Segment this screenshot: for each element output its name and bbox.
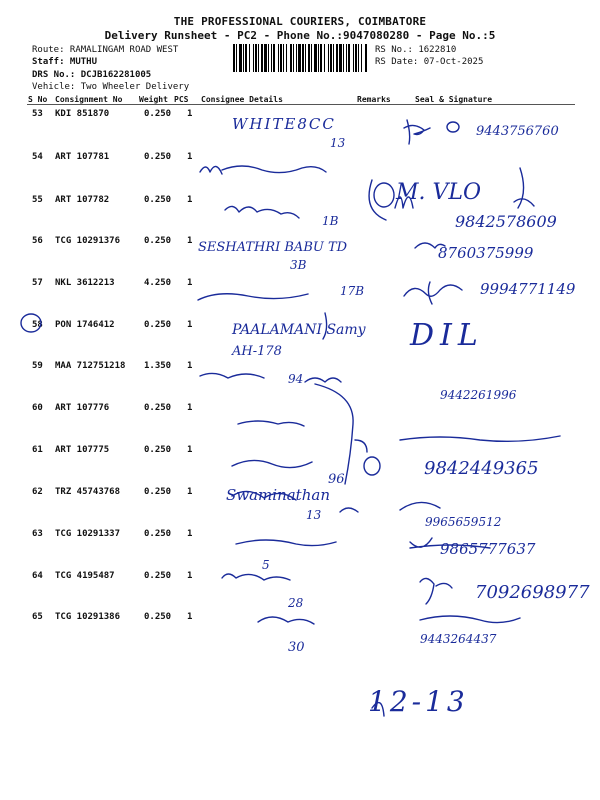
handwritten-phone: 9443264437 (420, 632, 497, 646)
sno-cell: 62 (32, 487, 43, 497)
handwritten-number: 17B (340, 284, 365, 298)
pcs-cell: 1 (187, 361, 193, 371)
handwritten-footer-note: 12-13 (368, 685, 469, 718)
sno-cell: 54 (32, 152, 43, 162)
drs-number: DRS No.: DCJB162281005 (32, 70, 152, 80)
handwritten-phone: 7092698977 (475, 582, 590, 603)
col-seal-signature: Seal & Signature (415, 95, 493, 104)
pcs-cell: 1 (187, 195, 193, 205)
handwritten-number: 94 (288, 372, 304, 386)
sno-cell: 60 (32, 403, 43, 413)
col-sno: S No (28, 95, 48, 104)
runsheet-subtitle: Delivery Runsheet - PC2 - Phone No.:9047080280 - Page No.:5 (104, 29, 496, 42)
pcs-cell: 1 (187, 445, 193, 455)
rs-number: RS No.: 1622810 (375, 45, 457, 55)
handwritten-number: 1B (322, 214, 339, 228)
handwritten-name: Swaminathan (226, 486, 330, 504)
weight-cell: 0.250 (144, 612, 172, 622)
vehicle-label: Vehicle: Two Wheeler Delivery (32, 82, 190, 92)
handwritten-name: WHITE8CC (232, 115, 336, 133)
consignment-cell: TCG 10291376 (55, 236, 121, 246)
handwritten-signature: M. VLO (396, 180, 482, 205)
handwritten-number: 96 (328, 472, 345, 487)
weight-cell: 0.250 (144, 195, 172, 205)
consignment-cell: TRZ 45743768 (55, 487, 121, 497)
handwritten-phone: 9842449365 (424, 458, 539, 479)
handwritten-phone: 8760375999 (438, 244, 534, 262)
sno-cell: 56 (32, 236, 43, 246)
weight-cell: 0.250 (144, 403, 172, 413)
weight-cell: 0.250 (144, 529, 172, 539)
handwritten-phone: 9442261996 (440, 388, 517, 402)
pcs-cell: 1 (187, 236, 193, 246)
pcs-cell: 1 (187, 612, 193, 622)
sno-cell: 58 (32, 320, 43, 330)
col-remarks: Remarks (357, 95, 391, 104)
consignment-cell: ART 107781 (55, 152, 110, 162)
pcs-cell: 1 (187, 109, 193, 119)
handwritten-number: 28 (288, 596, 304, 610)
consignment-cell: KDI 851870 (55, 109, 110, 119)
sno-cell: 55 (32, 195, 43, 205)
sno-cell: 53 (32, 109, 43, 119)
handwritten-number: 30 (288, 640, 305, 655)
weight-cell: 0.250 (144, 571, 172, 581)
handwritten-name: SESHATHRI BABU TD (198, 240, 348, 255)
sno-cell: 64 (32, 571, 43, 581)
weight-cell: 0.250 (144, 320, 172, 330)
weight-cell: 0.250 (144, 109, 172, 119)
pcs-cell: 1 (187, 278, 193, 288)
weight-cell: 4.250 (144, 278, 172, 288)
col-consignment: Consignment No (55, 95, 123, 104)
handwritten-phone: 9842578609 (455, 212, 557, 231)
consignment-cell: ART 107782 (55, 195, 110, 205)
handwritten-number: 5 (262, 558, 270, 572)
weight-cell: 0.250 (144, 236, 172, 246)
pcs-cell: 1 (187, 152, 193, 162)
weight-cell: 0.250 (144, 152, 172, 162)
handwritten-address: AH-178 (232, 344, 282, 359)
consignment-cell: NKL 3612213 (55, 278, 115, 288)
handwritten-phone: 9443756760 (476, 124, 559, 139)
consignment-cell: TCG 10291386 (55, 612, 121, 622)
weight-cell: 0.250 (144, 487, 172, 497)
consignment-cell: TCG 10291337 (55, 529, 121, 539)
handwritten-phone: 9994771149 (480, 280, 576, 298)
pcs-cell: 1 (187, 571, 193, 581)
col-pcs: PCS (174, 95, 189, 104)
sno-cell: 63 (32, 529, 43, 539)
sno-cell: 65 (32, 612, 43, 622)
pcs-cell: 1 (187, 320, 193, 330)
col-weight: Weight (139, 95, 168, 104)
company-title: THE PROFESSIONAL COURIERS, COIMBATORE (173, 15, 427, 28)
pcs-cell: 1 (187, 487, 193, 497)
sno-cell: 57 (32, 278, 43, 288)
col-consignee: Consignee Details (201, 95, 283, 104)
weight-cell: 0.250 (144, 445, 172, 455)
pcs-cell: 1 (187, 529, 193, 539)
handwritten-phone: 9965659512 (425, 515, 502, 529)
handwritten-name: PAALAMANI Samy (232, 322, 366, 338)
weight-cell: 1.350 (144, 361, 172, 371)
consignment-cell: PON 1746412 (55, 320, 115, 330)
handwritten-signature: DIL (410, 318, 484, 353)
pcs-cell: 1 (187, 403, 193, 413)
handwritten-number: 13 (306, 508, 322, 522)
staff-label: Staff: MUTHU (32, 57, 98, 67)
handwritten-number: 3B (290, 258, 307, 272)
route-label: Route: RAMALINGAM ROAD WEST (32, 45, 179, 55)
sno-cell: 61 (32, 445, 43, 455)
handwritten-number: 13 (330, 136, 346, 150)
sno-cell: 59 (32, 361, 43, 371)
handwritten-phone: 9865777637 (440, 540, 536, 558)
consignment-cell: TCG 4195487 (55, 571, 115, 581)
rs-date: RS Date: 07-Oct-2025 (375, 57, 484, 67)
consignment-cell: ART 107775 (55, 445, 110, 455)
consignment-cell: MAA 712751218 (55, 361, 126, 371)
consignment-cell: ART 107776 (55, 403, 110, 413)
